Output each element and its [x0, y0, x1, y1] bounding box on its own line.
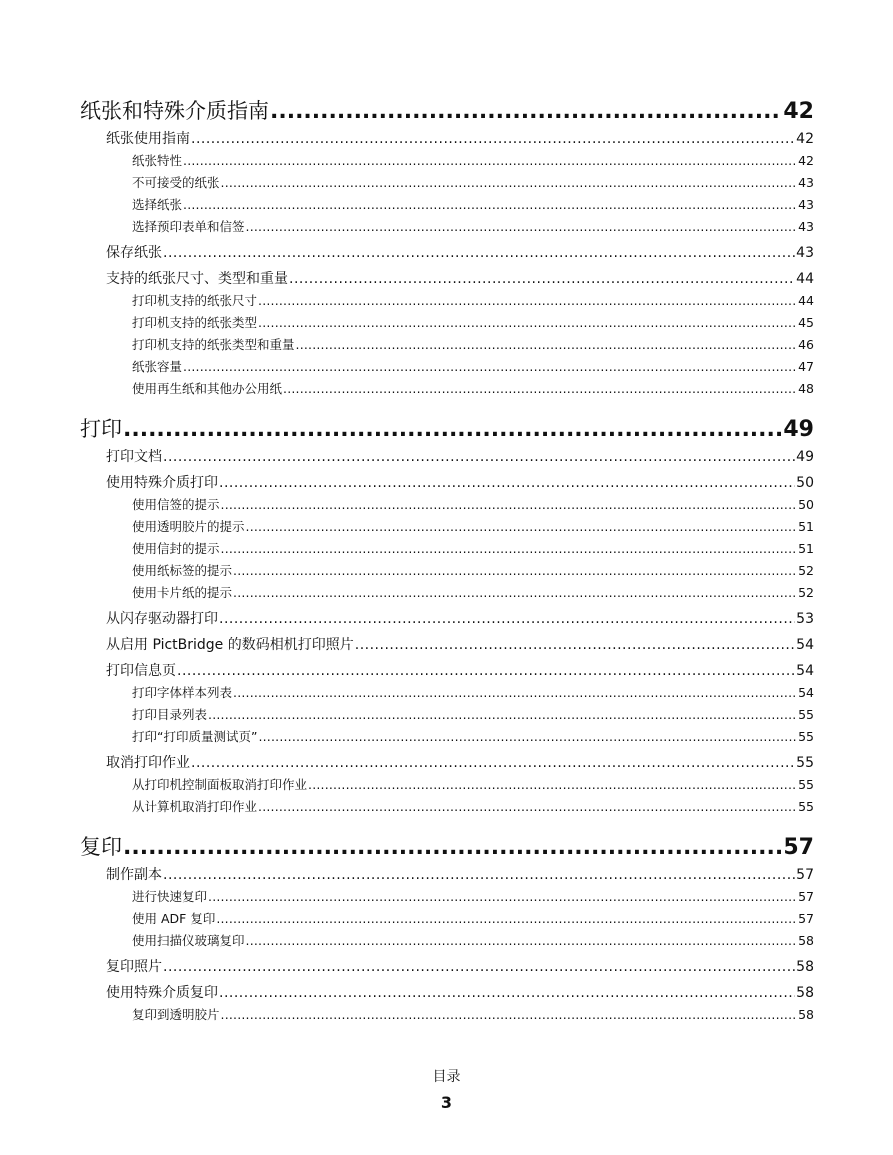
- toc-section-entry-title: 复印照片: [106, 959, 162, 975]
- toc-chapter-entry-page-number: 49: [783, 417, 814, 442]
- toc-subsection-entry-page-number: 48: [798, 381, 814, 396]
- toc-subsection-entry-page-number: 57: [798, 911, 814, 926]
- dot-leader: [216, 908, 797, 930]
- toc-section-entry-title: 从闪存驱动器打印: [106, 611, 218, 627]
- dot-leader: [183, 194, 797, 216]
- dot-leader: [289, 269, 795, 290]
- dot-leader: [355, 635, 795, 656]
- toc-section-entry-title: 打印文档: [106, 449, 162, 465]
- toc-subsection-entry-title: 使用卡片纸的提示: [132, 585, 233, 600]
- toc-subsection-entry[interactable]: [80, 704, 814, 726]
- dot-leader: [163, 447, 795, 468]
- toc-subsection-entry-page-number: 55: [798, 729, 814, 744]
- dot-leader: [233, 582, 797, 604]
- toc-subsection-entry[interactable]: [80, 682, 814, 704]
- toc-chapter-entry[interactable]: [80, 414, 814, 444]
- dot-leader: [163, 957, 795, 978]
- dot-leader: [308, 774, 797, 796]
- toc-subsection-entry-page-number: 43: [798, 175, 814, 190]
- toc-subsection-entry-title: 使用信签的提示: [132, 497, 220, 512]
- toc-subsection-entry-page-number: 55: [798, 707, 814, 722]
- toc-subsection-entry[interactable]: [80, 378, 814, 400]
- dot-leader: [183, 150, 797, 172]
- toc-subsection-entry-title: 从打印机控制面板取消打印作业: [132, 777, 308, 792]
- toc-subsection-entry-page-number: 55: [798, 777, 814, 792]
- toc-subsection-entry[interactable]: [80, 726, 814, 748]
- toc-subsection-entry-page-number: 52: [798, 563, 814, 578]
- toc-section-entry[interactable]: [80, 957, 814, 978]
- toc-section-entry-title: 纸张使用指南: [106, 131, 190, 147]
- toc-chapter-entry[interactable]: [80, 832, 814, 862]
- toc-subsection-entry-title: 打印“打印质量测试页”: [132, 729, 258, 744]
- toc-subsection-entry[interactable]: [80, 494, 814, 516]
- toc-subsection-entry-title: 使用透明胶片的提示: [132, 519, 245, 534]
- toc-subsection-entry-title: 打印字体样本列表: [132, 685, 233, 700]
- toc-section-entry-page-number: 54: [796, 637, 814, 653]
- dot-leader: [221, 172, 798, 194]
- toc-section-entry-title: 从启用 PictBridge 的数码相机打印照片: [106, 637, 354, 653]
- toc-section-entry-page-number: 44: [796, 271, 814, 287]
- dot-leader: [219, 983, 795, 1004]
- toc-subsection-entry-title: 打印目录列表: [132, 707, 208, 722]
- toc-section-entry[interactable]: [80, 635, 814, 656]
- dot-leader: [191, 129, 795, 150]
- toc-subsection-entry[interactable]: [80, 172, 814, 194]
- dot-leader: [258, 312, 797, 334]
- toc-subsection-entry[interactable]: [80, 516, 814, 538]
- dot-leader: [163, 865, 795, 886]
- toc-subsection-entry-title: 使用 ADF 复印: [132, 911, 216, 926]
- toc-subsection-entry-page-number: 50: [798, 497, 814, 512]
- toc-subsection-entry-page-number: 45: [798, 315, 814, 330]
- toc-section-entry-page-number: 43: [796, 245, 814, 261]
- dot-leader: [246, 930, 798, 952]
- toc-subsection-entry[interactable]: [80, 150, 814, 172]
- dot-leader: [246, 216, 798, 238]
- toc-subsection-entry-title: 使用扫描仪玻璃复印: [132, 933, 245, 948]
- toc-chapter-entry-page-number: 42: [783, 99, 814, 124]
- toc-subsection-entry-page-number: 43: [798, 197, 814, 212]
- toc-section-entry-title: 使用特殊介质复印: [106, 985, 218, 1001]
- toc-section-entry-page-number: 50: [796, 475, 814, 491]
- toc-subsection-entry[interactable]: [80, 356, 814, 378]
- toc-section-entry-title: 打印信息页: [106, 663, 176, 679]
- dot-leader: [191, 753, 795, 774]
- footer-section-label: 目录: [432, 1069, 461, 1085]
- toc-subsection-entry-title: 复印到透明胶片: [132, 1007, 220, 1022]
- toc-subsection-entry-title: 选择预印表单和信签: [132, 219, 245, 234]
- toc-section-entry-page-number: 58: [796, 959, 814, 975]
- footer-page-number: 3: [440, 1093, 453, 1112]
- toc-subsection-entry-title: 使用再生纸和其他办公用纸: [132, 381, 283, 396]
- toc-subsection-entry[interactable]: [80, 930, 814, 952]
- toc-subsection-entry-title: 进行快速复印: [132, 889, 208, 904]
- toc-subsection-entry[interactable]: [80, 560, 814, 582]
- toc-subsection-entry-page-number: 46: [798, 337, 814, 352]
- toc-chapter-entry-page-number: 57: [783, 835, 814, 860]
- toc-section-entry-title: 使用特殊介质打印: [106, 475, 218, 491]
- toc-subsection-entry-page-number: 57: [798, 889, 814, 904]
- dot-leader: [208, 886, 797, 908]
- toc-subsection-entry-title: 打印机支持的纸张类型: [132, 315, 258, 330]
- dot-leader: [123, 415, 782, 444]
- toc-subsection-entry[interactable]: [80, 290, 814, 312]
- toc-subsection-entry[interactable]: [80, 216, 814, 238]
- toc-subsection-entry[interactable]: [80, 886, 814, 908]
- toc-chapter-entry-title: 复印: [80, 835, 122, 859]
- toc-subsection-entry[interactable]: [80, 538, 814, 560]
- dot-leader: [296, 334, 798, 356]
- toc-chapter-entry-title: 打印: [80, 417, 122, 441]
- toc-subsection-entry-page-number: 44: [798, 293, 814, 308]
- toc-section-entry[interactable]: [80, 473, 814, 494]
- dot-leader: [246, 516, 798, 538]
- dot-leader: [258, 290, 797, 312]
- dot-leader: [219, 609, 795, 630]
- dot-leader: [221, 494, 798, 516]
- toc-section-entry-page-number: 53: [796, 611, 814, 627]
- dot-leader: [233, 682, 797, 704]
- toc-subsection-entry[interactable]: [80, 582, 814, 604]
- toc-subsection-entry-title: 从计算机取消打印作业: [132, 799, 258, 814]
- dot-leader: [233, 560, 797, 582]
- toc-subsection-entry-title: 打印机支持的纸张类型和重量: [132, 337, 295, 352]
- toc-section-entry-page-number: 42: [796, 131, 814, 147]
- dot-leader: [221, 538, 798, 560]
- table-of-contents: [80, 96, 814, 1026]
- dot-leader: [123, 833, 782, 862]
- toc-subsection-entry-title: 使用纸标签的提示: [132, 563, 233, 578]
- dot-leader: [219, 473, 795, 494]
- toc-subsection-entry[interactable]: [80, 908, 814, 930]
- toc-section-entry[interactable]: [80, 661, 814, 682]
- toc-section-entry-title: 取消打印作业: [106, 755, 190, 771]
- toc-section-entry[interactable]: [80, 983, 814, 1004]
- toc-section-entry-page-number: 57: [796, 867, 814, 883]
- dot-leader: [221, 1004, 798, 1026]
- toc-section-entry-page-number: 58: [796, 985, 814, 1001]
- toc-subsection-entry-title: 不可接受的纸张: [132, 175, 220, 190]
- dot-leader: [183, 356, 797, 378]
- toc-section-entry-title: 支持的纸张尺寸、类型和重量: [106, 271, 288, 287]
- toc-subsection-entry-page-number: 54: [798, 685, 814, 700]
- dot-leader: [270, 97, 782, 126]
- toc-subsection-entry-page-number: 42: [798, 153, 814, 168]
- toc-subsection-entry-page-number: 47: [798, 359, 814, 374]
- toc-subsection-entry-title: 使用信封的提示: [132, 541, 220, 556]
- toc-section-entry-title: 制作副本: [106, 867, 162, 883]
- toc-subsection-entry-title: 选择纸张: [132, 197, 183, 212]
- toc-subsection-entry[interactable]: [80, 194, 814, 216]
- toc-subsection-entry[interactable]: [80, 774, 814, 796]
- toc-subsection-entry-page-number: 51: [798, 541, 814, 556]
- dot-leader: [163, 243, 795, 264]
- toc-subsection-entry-title: 打印机支持的纸张尺寸: [132, 293, 258, 308]
- toc-section-entry-title: 保存纸张: [106, 245, 162, 261]
- toc-subsection-entry[interactable]: [80, 1004, 814, 1026]
- toc-section-entry[interactable]: [80, 865, 814, 886]
- toc-subsection-entry[interactable]: [80, 312, 814, 334]
- toc-subsection-entry-page-number: 55: [798, 799, 814, 814]
- toc-section-entry-page-number: 55: [796, 755, 814, 771]
- toc-subsection-entry-page-number: 58: [798, 1007, 814, 1022]
- toc-section-entry[interactable]: [80, 269, 814, 290]
- dot-leader: [258, 796, 797, 818]
- dot-leader: [283, 378, 797, 400]
- toc-section-entry-page-number: 49: [796, 449, 814, 465]
- toc-subsection-entry-page-number: 43: [798, 219, 814, 234]
- toc-section-entry[interactable]: [80, 753, 814, 774]
- toc-section-entry[interactable]: [80, 447, 814, 468]
- toc-subsection-entry-title: 纸张容量: [132, 359, 183, 374]
- page-footer: [0, 1066, 893, 1114]
- toc-chapter-entry[interactable]: [80, 96, 814, 126]
- toc-section-entry[interactable]: [80, 609, 814, 630]
- dot-leader: [258, 726, 797, 748]
- toc-section-entry-page-number: 54: [796, 663, 814, 679]
- toc-section-entry[interactable]: [80, 129, 814, 150]
- toc-chapter-entry-title: 纸张和特殊介质指南: [80, 99, 269, 123]
- toc-subsection-entry-page-number: 52: [798, 585, 814, 600]
- toc-subsection-entry-page-number: 58: [798, 933, 814, 948]
- toc-section-entry[interactable]: [80, 243, 814, 264]
- toc-subsection-entry-page-number: 51: [798, 519, 814, 534]
- dot-leader: [208, 704, 797, 726]
- toc-subsection-entry[interactable]: [80, 796, 814, 818]
- toc-subsection-entry[interactable]: [80, 334, 814, 356]
- dot-leader: [177, 661, 795, 682]
- toc-subsection-entry-title: 纸张特性: [132, 153, 183, 168]
